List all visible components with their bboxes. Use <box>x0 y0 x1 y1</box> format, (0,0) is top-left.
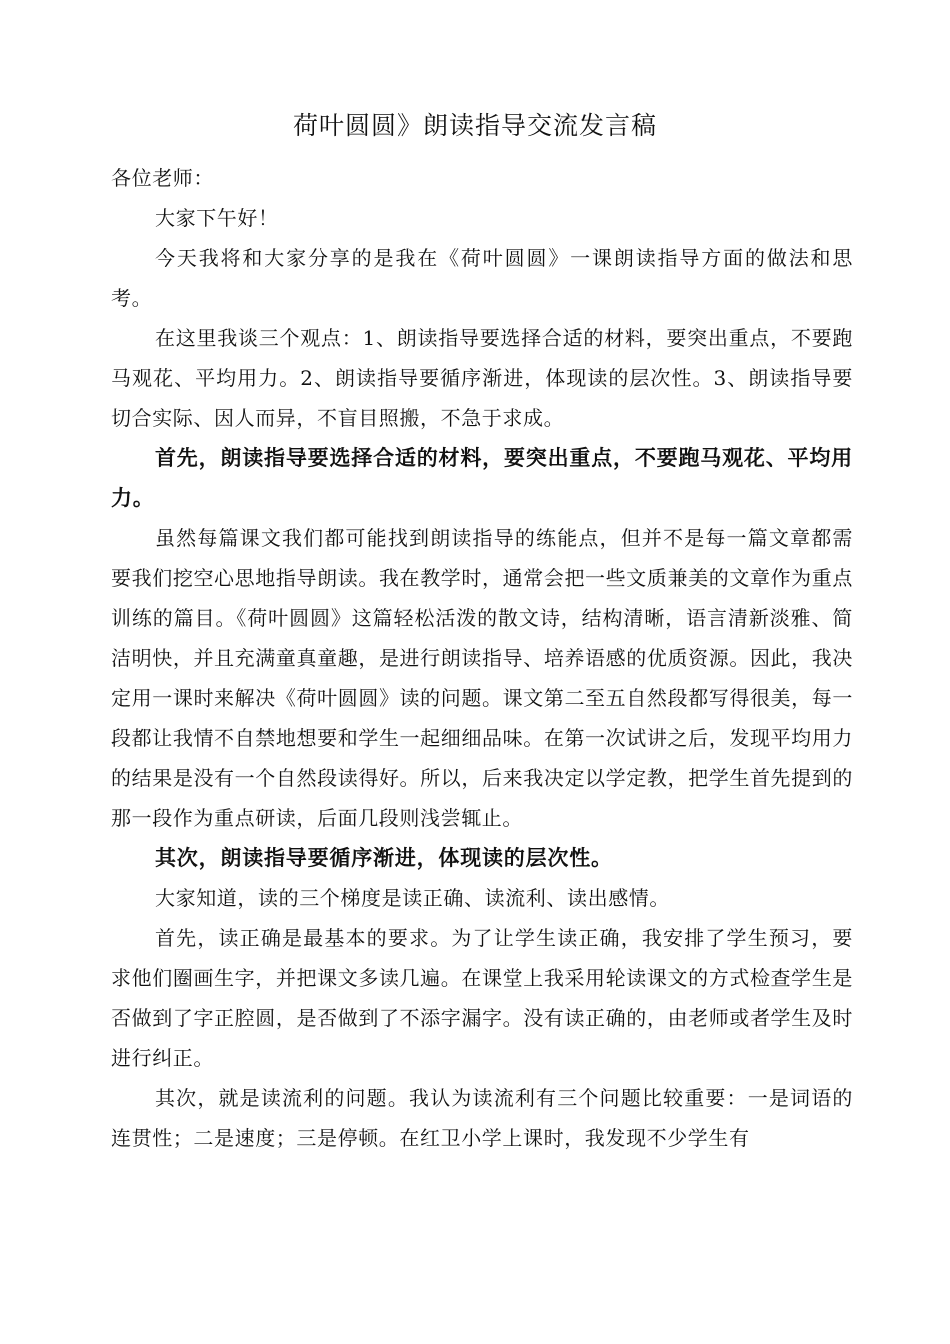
document-body <box>111 158 853 1158</box>
salutation: 各位老师： <box>111 166 214 190</box>
document-title: 荷叶圆圆》朗读指导交流发言稿 <box>292 111 657 140</box>
intro-paragraph: 今天我将和大家分享的是我在《荷叶圆圆》一课朗读指导方面的做法和思考。 <box>111 246 853 310</box>
body-paragraph-4: 其次，就是读流利的问题。我认为读流利有三个问题比较重要：一是词语的连贯性；二是速度；三是停顿。在红卫小学上课时，我发现不少学生有 <box>111 1086 853 1150</box>
body-paragraph-3: 首先，读正确是最基本的要求。为了让学生读正确，我安排了学生预习，要求他们圈画生字，并把课文多读几遍。在课堂上我采用轮读课文的方式检查学生是否做到了字正腔圆，是否做到了不添字漏字。没有读正确的，由老师或者学生及时进行纠正。 <box>111 926 853 1070</box>
greeting: 大家下午好！ <box>155 206 279 230</box>
section-heading-2: 其次，朗读指导要循序渐进，体现读的层次性。 <box>155 846 613 870</box>
overview-paragraph: 在这里我谈三个观点：1、朗读指导要选择合适的材料，要突出重点，不要跑马观花、平均用力。2、朗读指导要循序渐进，体现读的层次性。3、朗读指导要切合实际、因人而异，不盲目照搬，不急于求成。 <box>111 326 853 430</box>
body-paragraph-2: 大家知道，读的三个梯度是读正确、读流利、读出感情。 <box>155 886 670 910</box>
section-heading-1: 首先，朗读指导要选择合适的材料，要突出重点，不要跑马观花、平均用力。 <box>111 446 853 510</box>
body-paragraph-1: 虽然每篇课文我们都可能找到朗读指导的练能点，但并不是每一篇文章都需要我们挖空心思地指导朗读。我在教学时，通常会把一些文质兼美的文章作为重点训练的篇目。《荷叶圆圆》这篇轻松活泼的散文诗，结构清晰，语言清新淡雅、简洁明快，并且充满童真童趣，是进行朗读指导、培养语感的优质资源。因此，我决定用一课时来解决《荷叶圆圆》读的问题。课文第二至五自然段都写得很美，每一段都让我情不自禁地想要和学生一起细细品味。在第一次试讲之后，发现平均用力的结果是没有一个自然段读得好。所以，后来我决定以学定教，把学生首先提到的那一段作为重点研读，后面几段则浅尝辄止。 <box>111 526 853 830</box>
